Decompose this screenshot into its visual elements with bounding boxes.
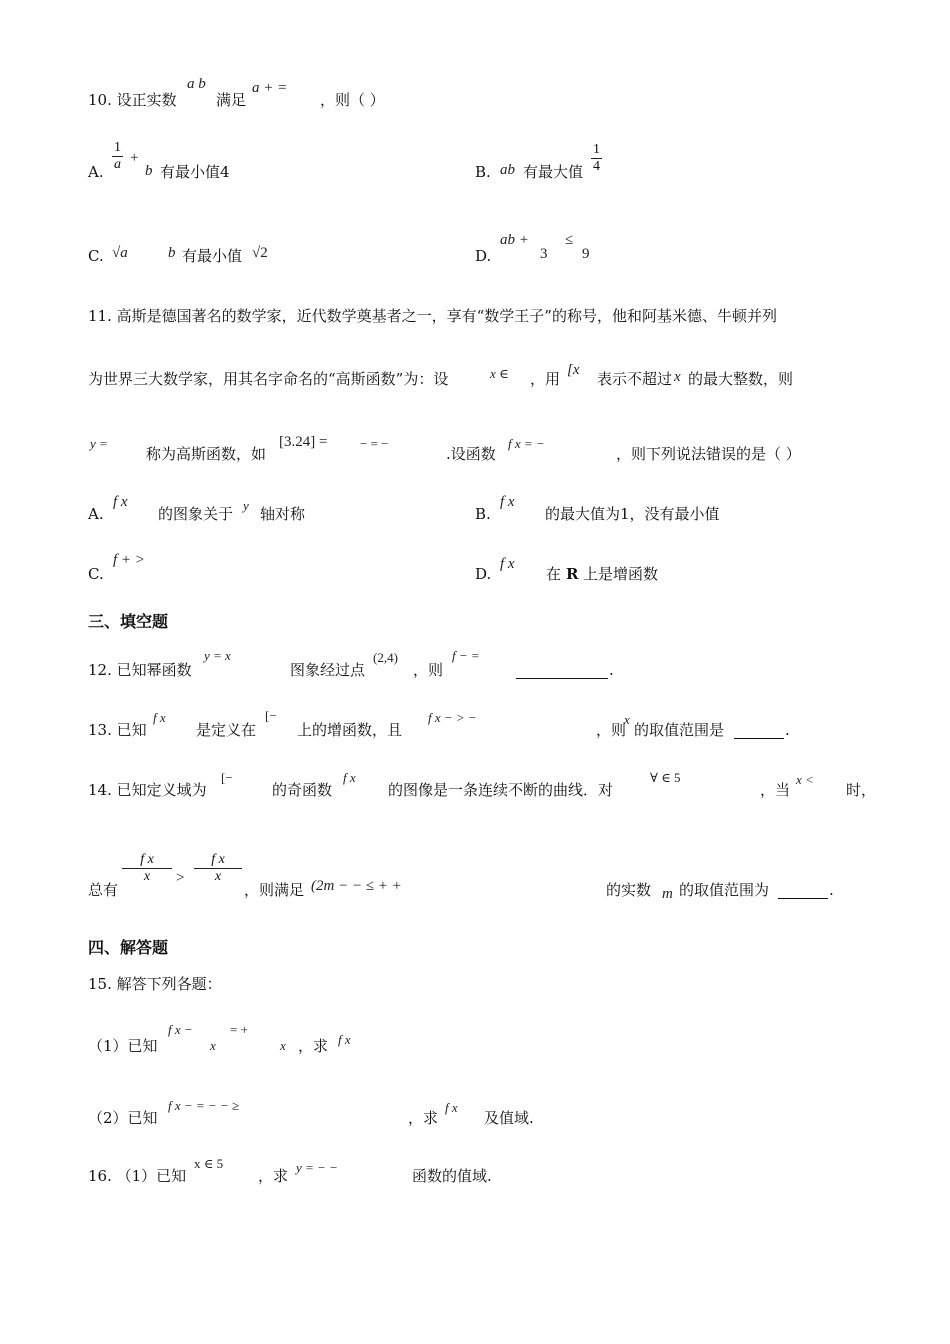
q10-option-d-math4: 9 (582, 246, 590, 262)
q13-text-b: 是定义在 (196, 721, 257, 739)
q11-option-a-text: 的图象关于 (158, 505, 234, 523)
q11-math-ex: [3.24] = (279, 434, 328, 450)
q16-text-b: ，求 (258, 1167, 289, 1185)
q14-frac1-num: f x (122, 852, 172, 869)
q13-text-d: ，则 (596, 721, 627, 739)
q11-line1: 11. 高斯是德国著名的数学家，近代数学奠基者之一，享有“数学王子”的称号，他和阿基米德、牛顿并列 (88, 307, 777, 325)
q11-option-a-label: A. (88, 505, 104, 523)
q10-b-den: 4 (593, 159, 600, 174)
q11-option-d-text2: 上是增函数 (583, 565, 659, 583)
q11-option-c-math: f + > (113, 552, 145, 568)
q10-option-c-math1: √a (112, 245, 128, 261)
q15-part1-math: f x − (168, 1022, 193, 1037)
q10-math-ab: a b (187, 76, 206, 92)
q10-option-b-math: ab (500, 162, 515, 178)
q11-option-b-label: B. (475, 505, 491, 523)
q14-text-g: ，则满足 (244, 881, 305, 899)
q13-math4: x (624, 712, 630, 727)
q15-part2-math2: f x (445, 1100, 458, 1115)
q13-text-f: . (785, 721, 790, 739)
q12-text-c: ，则 (413, 661, 444, 679)
q14-text-h: 的实数 (606, 881, 652, 899)
q10-option-b-label: B. (475, 163, 491, 181)
q11-option-d-R: R (566, 565, 579, 583)
q15-part1-text-b: ，求 (298, 1037, 329, 1055)
q11-option-a-math2: y (243, 498, 249, 513)
q11-math-y: y = (90, 436, 108, 451)
q10-option-a-text: 有最小值4 (160, 163, 230, 181)
q14-text-c: 的图像是一条连续不断的曲线．对 (388, 781, 614, 799)
q15-part1-math2: x (210, 1038, 216, 1053)
q15-part2-text-c: 及值域. (484, 1109, 534, 1127)
q14-math6: m (662, 886, 673, 902)
q15-part1-text-a: （1）已知 (88, 1037, 158, 1055)
q10-option-d-math1: ab + (500, 232, 529, 248)
q14-math5: (2m − − ≤ + + (311, 878, 402, 894)
q16-text-a: 16. （1）已知 (88, 1167, 187, 1185)
q12-text-a: 12. 已知幂函数 (88, 661, 192, 679)
q11-line2a: 为世界三大数学家，用其名字命名的“高斯函数”为：设 (88, 370, 449, 388)
section-heading-solutions: 四、解答题 (88, 938, 169, 957)
q10-a-b: b (145, 163, 153, 179)
q15-title: 15. 解答下列各题： (88, 975, 222, 993)
q10-option-d-math3: ≤ (565, 232, 574, 248)
q11-option-a-math: f x (113, 494, 128, 510)
q14-frac2-den: x (214, 869, 222, 884)
q11-option-c-label: C. (88, 565, 104, 583)
q13-math3: f x − > − (428, 710, 477, 725)
q11-math-ex2: − = − (360, 436, 389, 451)
q10-b-num: 1 (593, 142, 600, 157)
q11-option-a-text2: 轴对称 (260, 505, 306, 523)
q10-line (88, 90, 177, 110)
q11-option-d-label: D. (475, 565, 492, 583)
q15-part1-math5: f x (338, 1032, 351, 1047)
q10-a-num: 1 (114, 140, 121, 155)
q13-text-e: 的取值范围是 (634, 721, 725, 739)
q11-line2c: 表示不超过 (597, 370, 673, 388)
q11-line3b: .设函数 (446, 445, 496, 463)
q11-math-bracket: [x (567, 362, 580, 378)
q14-math2: f x (343, 770, 356, 785)
q14-math4: x < (796, 772, 814, 787)
q13-answer-blank (734, 720, 784, 739)
q14-text-e: 时， (846, 781, 877, 799)
q15-part1-math3: = + (230, 1022, 248, 1037)
q11-line2d: 的最大整数，则 (688, 370, 794, 388)
q11-option-b-text: 的最大值为1，没有最小值 (545, 505, 720, 523)
q16-math1: x ∈ 5 (194, 1156, 224, 1171)
q11-line3a: 称为高斯函数，如 (146, 445, 267, 463)
q10-number: 10. (88, 91, 112, 109)
q15-part1-math4: x (280, 1038, 286, 1053)
q11-math-fx: f x = − (508, 436, 545, 451)
q11-math-xin: x ∈ (490, 366, 509, 381)
q10-text3: ，则（ ） (320, 91, 385, 109)
q14-text-b: 的奇函数 (272, 781, 333, 799)
section-heading-fill-in: 三、填空题 (88, 612, 169, 631)
q11-line3c: ，则下列说法错误的是（ ） (616, 445, 801, 463)
q10-option-b-fraction (591, 142, 602, 175)
q11-line2b: ，用 (530, 370, 561, 388)
q10-text2: 满足 (216, 91, 247, 109)
q14-math3: ∀ ∈ 5 (650, 770, 681, 785)
q10-option-d-label: D. (475, 247, 492, 265)
q14-answer-blank (778, 880, 828, 899)
q13-math2: [− (265, 708, 277, 723)
q10-a-den: a (114, 157, 121, 172)
q14-fraction-1 (122, 852, 172, 885)
q14-gt: > (176, 870, 185, 886)
q14-fraction-2 (194, 852, 242, 885)
q14-text-i: 的取值范围为 (679, 881, 770, 899)
q10-option-a-fraction (112, 140, 123, 173)
q11-option-d-text: 在 (546, 565, 562, 583)
q11-option-d-math: f x (500, 556, 515, 572)
q16-math2: y = − − (296, 1160, 338, 1175)
q14-text-f: 总有 (88, 881, 119, 899)
q13-text-a: 13. 已知 (88, 721, 147, 739)
q11-option-b-math: f x (500, 494, 515, 510)
q12-answer-blank (516, 660, 608, 679)
q10-option-c-text: 有最小值 (182, 247, 243, 265)
q12-text-b: 图象经过点 (290, 661, 366, 679)
q15-part2-text-a: （2）已知 (88, 1109, 158, 1127)
q13-math1: f x (153, 710, 166, 725)
q10-option-c-label: C. (88, 247, 104, 265)
q10-option-d-math2: 3 (540, 246, 548, 262)
q15-part2-math: f x − = − − ≥ (168, 1098, 240, 1113)
q12-text-d: . (609, 661, 614, 679)
q10-text1: 设正实数 (116, 91, 177, 109)
q15-part2-text-b: ，求 (408, 1109, 439, 1127)
q10-math-cond: a + = (252, 80, 288, 96)
q12-math3: f − = (452, 648, 480, 663)
q12-math2: (2,4) (373, 650, 398, 665)
q11-math-x: x (674, 369, 681, 385)
q10-option-c-math2: b (168, 245, 176, 261)
q13-text-c: 上的增函数，且 (297, 721, 403, 739)
q14-math1: [− (221, 770, 233, 785)
q14-text-d: ，当 (760, 781, 791, 799)
q14-text-j: . (829, 881, 834, 899)
q14-frac2-num: f x (194, 852, 242, 869)
q10-option-a-label: A. (88, 163, 104, 181)
q14-frac1-den: x (143, 869, 151, 884)
q10-a-plus: + (130, 150, 139, 166)
q10-option-b-text: 有最大值 (523, 163, 584, 181)
q12-math1: y = x (204, 648, 231, 663)
q14-text-a: 14. 已知定义域为 (88, 781, 207, 799)
q10-option-c-math3: √2 (252, 245, 268, 261)
q16-text-c: 函数的值域. (412, 1167, 492, 1185)
